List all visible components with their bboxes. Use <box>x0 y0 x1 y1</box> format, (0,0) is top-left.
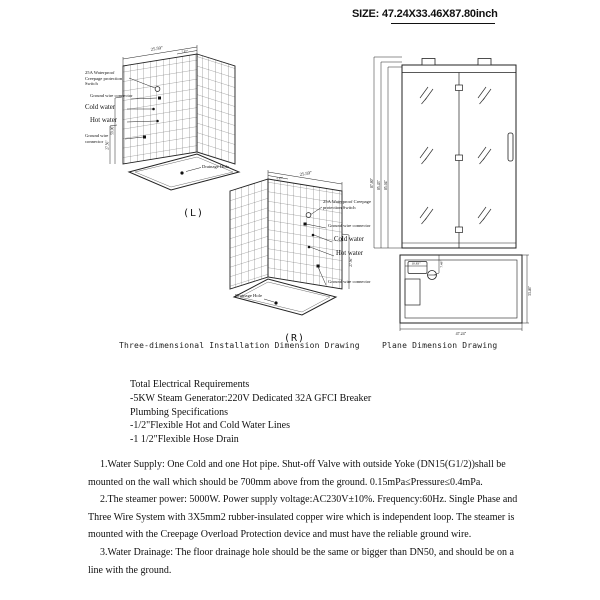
spec-line-4: -1/2"Flexible Hot and Cold Water Lines <box>130 420 291 432</box>
callout-ground-wire-2: Ground wire connector <box>85 133 109 144</box>
callout-switch: 25A Waterproof Creepage protection Switch <box>85 70 123 86</box>
right-unit-label: (R) <box>284 333 306 344</box>
notes-block <box>88 456 518 579</box>
plan-dim-width: 47.24" <box>455 331 467 336</box>
front-dim-3: 85.04" <box>384 179 388 191</box>
tiled-wall-right <box>230 179 342 289</box>
dim-top-width: 25.59" <box>150 45 164 52</box>
callout-drainage-hole: Drainage Hole <box>202 164 229 169</box>
spec-line-3: Plumbing Specifications <box>130 406 229 418</box>
hot-water-point-icon <box>308 246 311 249</box>
callout-cold-water: Cold water <box>334 236 365 243</box>
note-water-supply: 1.Water Supply: One Cold and one Hot pipe. Shut-off Valve with outside Yoke (DN15(G1/2))shall be mounted on the wall which should be 700mm above from the ground. 0.15mPa≤Pressure≤0.4mPa. <box>88 459 506 488</box>
size-title: SIZE: 47.24X33.46X87.80inch <box>352 8 498 20</box>
front-dim-1: 87.80" <box>370 177 374 189</box>
spec-line-2: -5KW Steam Generator:220V Dedicated 32A GFCI Breaker <box>130 392 372 404</box>
dim-top-width: 25.59" <box>299 169 313 178</box>
plane-drawing <box>368 55 543 350</box>
callout-ground-wire-2: Ground wire connector <box>328 279 371 284</box>
plan-dim-depth: 33.46" <box>528 285 532 297</box>
ground-connector-icon <box>304 223 307 226</box>
door-handle <box>508 133 513 161</box>
callout-ground-wire: Ground wire connector <box>328 223 371 228</box>
dim-switch-height: 59.06" <box>110 125 115 135</box>
callout-drainage-hole: Drainage Hole <box>235 293 262 298</box>
note-steamer-power: 2.The steamer power: 5000W. Power supply voltage:AC230V±10%. Frequency:60Hz. Single Phase and Three Wire System with 3X5mm2 rubber-insulated copper wire which is independent loop. The steamer is mounted with the Creepage Overload Protection device and must have the reliable ground wire. <box>88 494 518 541</box>
left-unit-label: (L) <box>183 208 205 219</box>
front-dim-lines <box>374 57 402 248</box>
dim-pipe-height: 27.56" <box>349 257 353 267</box>
ground-connector2-icon <box>317 265 320 268</box>
ground-connector-icon <box>158 97 161 100</box>
plan-dim-drain-y: 7.48" <box>439 260 444 268</box>
callout-hot-water: Hot water <box>336 250 363 257</box>
callout-hot-water: Hot water <box>90 117 117 124</box>
iso-right-svg <box>222 165 392 355</box>
dim-top-offset: 7.87" <box>276 175 284 182</box>
dim-top-offset: 7.87" <box>181 48 189 55</box>
note-water-drainage: 3.Water Drainage: The floor drainage hole should be the same or bigger than DN50, and should be on a line with the ground. <box>88 546 514 576</box>
specs-block <box>130 378 371 447</box>
spec-line-5: -1 1/2"Flexible Hose Drain <box>130 434 239 446</box>
ground-connector2-icon <box>143 136 146 139</box>
size-title-underline <box>391 23 495 24</box>
switch-symbol-icon <box>306 213 311 218</box>
caption-three-dimensional: Three-dimensional Installation Dimension Drawing <box>119 341 360 350</box>
drain-dot <box>274 301 277 304</box>
drain-dot <box>180 171 183 174</box>
callout-ground-wire: Ground wire connector <box>90 93 133 98</box>
spec-line-1: Total Electrical Requirements <box>130 379 250 390</box>
plan-dim-drain-x: 10.83" <box>411 261 421 266</box>
cold-water-point-icon <box>152 108 155 111</box>
iso-drawing-right <box>222 165 392 355</box>
front-dim-2: 85.43" <box>377 179 381 191</box>
caption-plane: Plane Dimension Drawing <box>382 341 498 350</box>
callout-switch: 25A Waterproof Creepage protection Switch <box>323 199 372 210</box>
plane-svg <box>368 55 543 350</box>
callout-cold-water: Cold water <box>85 104 116 111</box>
dim-pipe-height: 27.56" <box>105 140 110 150</box>
front-view <box>402 59 516 249</box>
cold-water-point-icon <box>312 234 315 237</box>
hot-water-point-icon <box>156 120 159 123</box>
switch-symbol-icon <box>155 87 160 92</box>
